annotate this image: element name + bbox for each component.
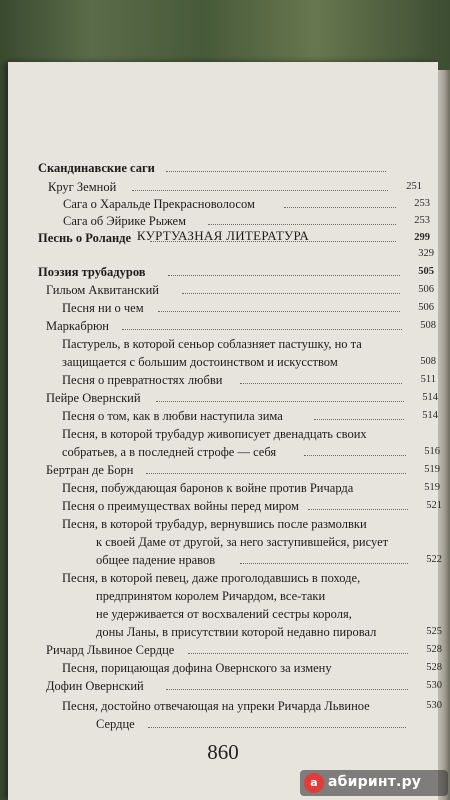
watermark-text: абиринт.ру [328, 774, 422, 790]
page-number: 860 [207, 740, 239, 764]
toc-entry-title: Песня о том, как в любви наступила зима [62, 409, 283, 423]
toc-leader [132, 190, 388, 191]
toc-leader [240, 383, 402, 384]
toc-entry-title: Песня, достойно отвечающая на упреки Ричарда Львиное [62, 699, 370, 713]
toc-entry-title: Песня, в которой трубадур живописует двенадцать своих [62, 427, 367, 441]
toc-entry-title: Маркабрюн [46, 319, 109, 333]
toc-entry-page: 528 [426, 644, 442, 655]
toc-entry-title: общее падение нравов [96, 553, 216, 567]
toc-entry-title: не удерживается от восхвалений сестры короля, [96, 607, 352, 621]
toc-entry-page: 514 [422, 410, 438, 421]
toc-entry-page: 506 [418, 302, 434, 313]
toc-entry-page: 508 [420, 356, 436, 367]
toc-leader [166, 689, 408, 690]
toc-entry-page: 329 [418, 248, 434, 259]
toc-entry-title: Поэзия трубадуров [38, 265, 146, 279]
section-heading: КУРТУАЗНАЯ ЛИТЕРАТУРА [136, 228, 310, 243]
toc-entry-title: Сага об Эйрике Рыжем [63, 214, 187, 228]
toc-entry-page: 505 [418, 266, 434, 277]
toc-leader [304, 455, 406, 456]
labirint-logo-icon: а [304, 773, 324, 793]
toc-entry-title: к своей Даме от другой, за него заступившейся, рисует [96, 535, 389, 549]
book-page [8, 62, 442, 800]
toc-entry-title: Песня, в которой певец, даже проголодавшись в походе, [62, 571, 361, 585]
toc-leader [122, 329, 402, 330]
toc-entry-page: 511 [420, 374, 436, 385]
toc-entry-title: Пастурель, в которой сеньор соблазняет пастушку, но та [62, 337, 362, 351]
toc-leader [146, 473, 406, 474]
toc-leader [240, 563, 408, 564]
toc-entry-page: 525 [426, 626, 442, 637]
table-of-contents [8, 62, 442, 800]
toc-entry-title: Гильом Аквитанский [46, 283, 159, 297]
toc-entry-page: 253 [414, 198, 430, 209]
toc-entry-page: 299 [414, 232, 430, 243]
toc-leader [188, 653, 408, 654]
toc-leader [308, 509, 408, 510]
toc-entry-title: Сага о Харальде Прекрасноволосом [63, 197, 255, 211]
toc-entry-page: 514 [422, 392, 438, 403]
toc-entry-title: Песня, в которой трубадур, вернувшись после размолвки [62, 517, 367, 531]
toc-entry-title: Песня, порицающая дофина Овернского за измену [62, 661, 332, 675]
toc-entry-title: Сердце [96, 717, 135, 731]
toc-entry-title: Песня, побуждающая баронов к войне против Ричарда [62, 481, 354, 495]
toc-leader [208, 224, 396, 225]
toc-entry-title: Бертран де Борн [46, 463, 134, 477]
watermark [300, 770, 448, 796]
toc-leader [148, 727, 406, 728]
toc-leader [314, 419, 404, 420]
toc-leader [182, 293, 400, 294]
toc-entry-page: 516 [424, 446, 440, 457]
toc-leader [156, 401, 404, 402]
toc-entry-page: 530 [426, 700, 442, 711]
toc-entry-page: 519 [424, 482, 440, 493]
toc-leader [158, 311, 400, 312]
toc-entry-title: защищается с большим достоинством и искусством [62, 355, 338, 369]
toc-entry-page: 519 [424, 464, 440, 475]
toc-entry-title: собратьев, а в последней строфе — себя [62, 445, 277, 459]
toc-entry-title: доны Ланы, в присутствии которой недавно пировал [96, 625, 377, 639]
toc-entry-page: 508 [420, 320, 436, 331]
toc-leader [168, 275, 400, 276]
toc-entry-title: Песня ни о чем [62, 301, 144, 315]
toc-entry-page: 253 [414, 215, 430, 226]
toc-entry-page: 530 [426, 680, 442, 691]
toc-entry-title: Скандинавские саги [38, 161, 155, 175]
toc-entry-title: предпринятом королем Ричардом, все-таки [96, 589, 326, 603]
toc-entry-title: Дофин Овернский [46, 679, 144, 693]
toc-entry-page: 251 [406, 181, 422, 192]
toc-leader [284, 207, 396, 208]
toc-entry-title: Песня о превратностях любви [62, 373, 223, 387]
toc-entry-page: 522 [426, 554, 442, 565]
toc-entry-title: Песня о преимуществах войны перед миром [62, 499, 299, 513]
toc-entry-page: 521 [426, 500, 442, 511]
toc-entry-title: Песнь о Роланде [38, 231, 132, 245]
toc-entry-title: Пейре Овернский [46, 391, 141, 405]
toc-entry-page: 528 [426, 662, 442, 673]
toc-entry-title: Ричард Львиное Сердце [46, 643, 175, 657]
toc-leader [166, 171, 386, 172]
toc-entry-page: 506 [418, 284, 434, 295]
toc-entry-title: Круг Земной [48, 180, 117, 194]
